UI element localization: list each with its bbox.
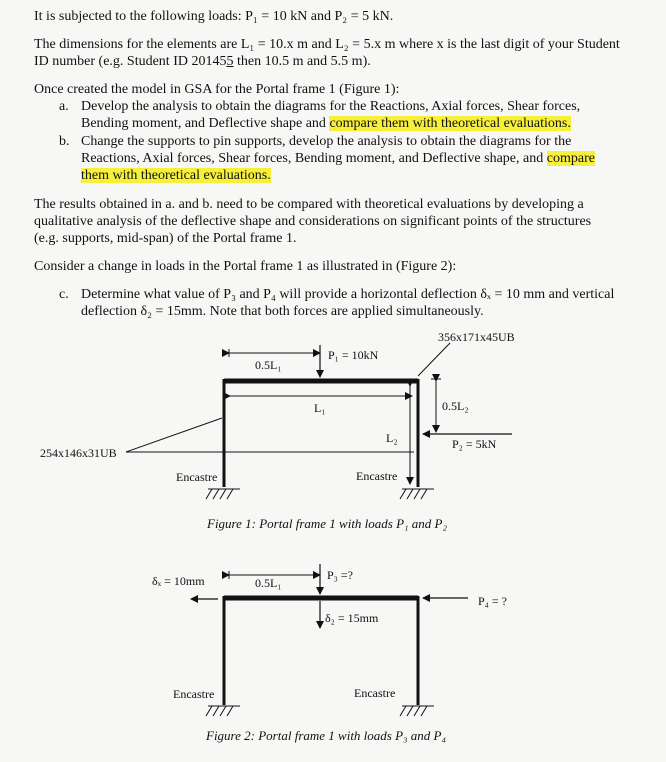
item-b-highlight: compare [546,151,595,166]
figure1-right-support-icon [400,489,434,499]
item-c-marker: c. [59,287,69,302]
item-a-text: Bending moment, and Deflective shape and [81,116,330,131]
once-line: Once created the model in GSA for the Portal frame 1 (Figure 1): [34,82,400,97]
dims-underlined-digit: 5 [226,54,234,69]
figure2-p4-label: P₄ = ? [478,594,507,608]
figure2-p3-label: P₃ =? [327,568,353,582]
item-a-highlight: compare them with theoretical evaluations [329,116,568,131]
item-b-line-1: Change the supports to pin supports, develop the analysis to obtain the diagrams for the [81,134,572,149]
dims-text-c: then 10.5 m and 5.5 m). [233,54,371,69]
figure1-right-support-label: Encastre [356,469,398,483]
figure1-left-support-icon [206,489,240,499]
figure1-half-span-dim [229,349,320,357]
item-b-text: Reactions, Axial forces, Shear forces, Bending moment, and Deflective shape, and [81,151,547,166]
figure1-caption: Figure 1: Portal frame 1 with loads P₁ and P₂ [207,516,448,531]
item-b-highlight-2: them with theoretical evaluations. [81,168,271,183]
results-line-3: (e.g. supports, mid-span) of the Portal frame 1. [34,231,297,246]
figure1-p1-label: P₁ = 10kN [328,348,379,362]
figure1-column-leader-left [126,418,222,452]
figure2-left-support-label: Encastre [173,687,215,701]
results-line-2: qualitative analysis of the deflective shape and considerations on significant points of the structures [34,214,592,229]
figure1-column-section-label: 254x146x31UB [40,446,117,460]
figure1-half-height-label: 0.5L₂ [442,399,469,413]
figure2-dz-label: δ₂ = 15mm [325,611,379,625]
item-a-marker: a. [59,99,69,114]
figure1-half-span-label: 0.5L₁ [255,358,282,372]
figure1-span-label: L₁ [314,401,326,415]
item-b-marker: b. [59,134,70,149]
figure2-right-support-icon [400,706,434,716]
figure2-dx-label: δₓ = 10mm [152,574,205,588]
figure1-beam-leader [418,343,450,376]
dims-line-1: The dimensions for the elements are L₁ = 10.x m and L₂ = 5.x m where x is the last digit of your Student [34,37,620,52]
figure2-left-support-icon [206,706,240,716]
item-c-line-2: deflection δ₂ = 15mm. Note that both forces are applied simultaneously. [81,304,484,319]
item-c-line-1: Determine what value of P₃ and P₄ will provide a horizontal deflection δₓ = 10 mm and vertical [81,287,615,302]
figure2-right-support-label: Encastre [354,686,396,700]
dims-text-a: ID number (e.g. Student ID 20145 [34,54,227,69]
consider-line: Consider a change in loads in the Portal frame 1 as illustrated in (Figure 2): [34,259,457,274]
item-a-line-1: Develop the analysis to obtain the diagrams for the Reactions, Axial forces, Shear forces, [81,99,581,114]
loads-line: It is subjected to the following loads: P₁ = 10 kN and P₂ = 5 kN. [34,9,394,24]
figure2-half-span-label: 0.5L₁ [255,576,282,590]
figure1-p2-label: P₂ = 5kN [452,437,497,451]
figure1-beam-section-label: 356x171x45UB [438,330,515,344]
item-a-period: . [567,116,571,131]
results-line-1: The results obtained in a. and b. need to be compared with theoretical evaluations by developing a [34,197,584,212]
figure1-half-height-dim [431,379,441,434]
figure2-caption: Figure 2: Portal frame 1 with loads P₃ and P₄ [206,728,447,743]
figure1-left-support-label: Encastre [176,470,218,484]
figure1-height-label: L₂ [386,431,398,445]
